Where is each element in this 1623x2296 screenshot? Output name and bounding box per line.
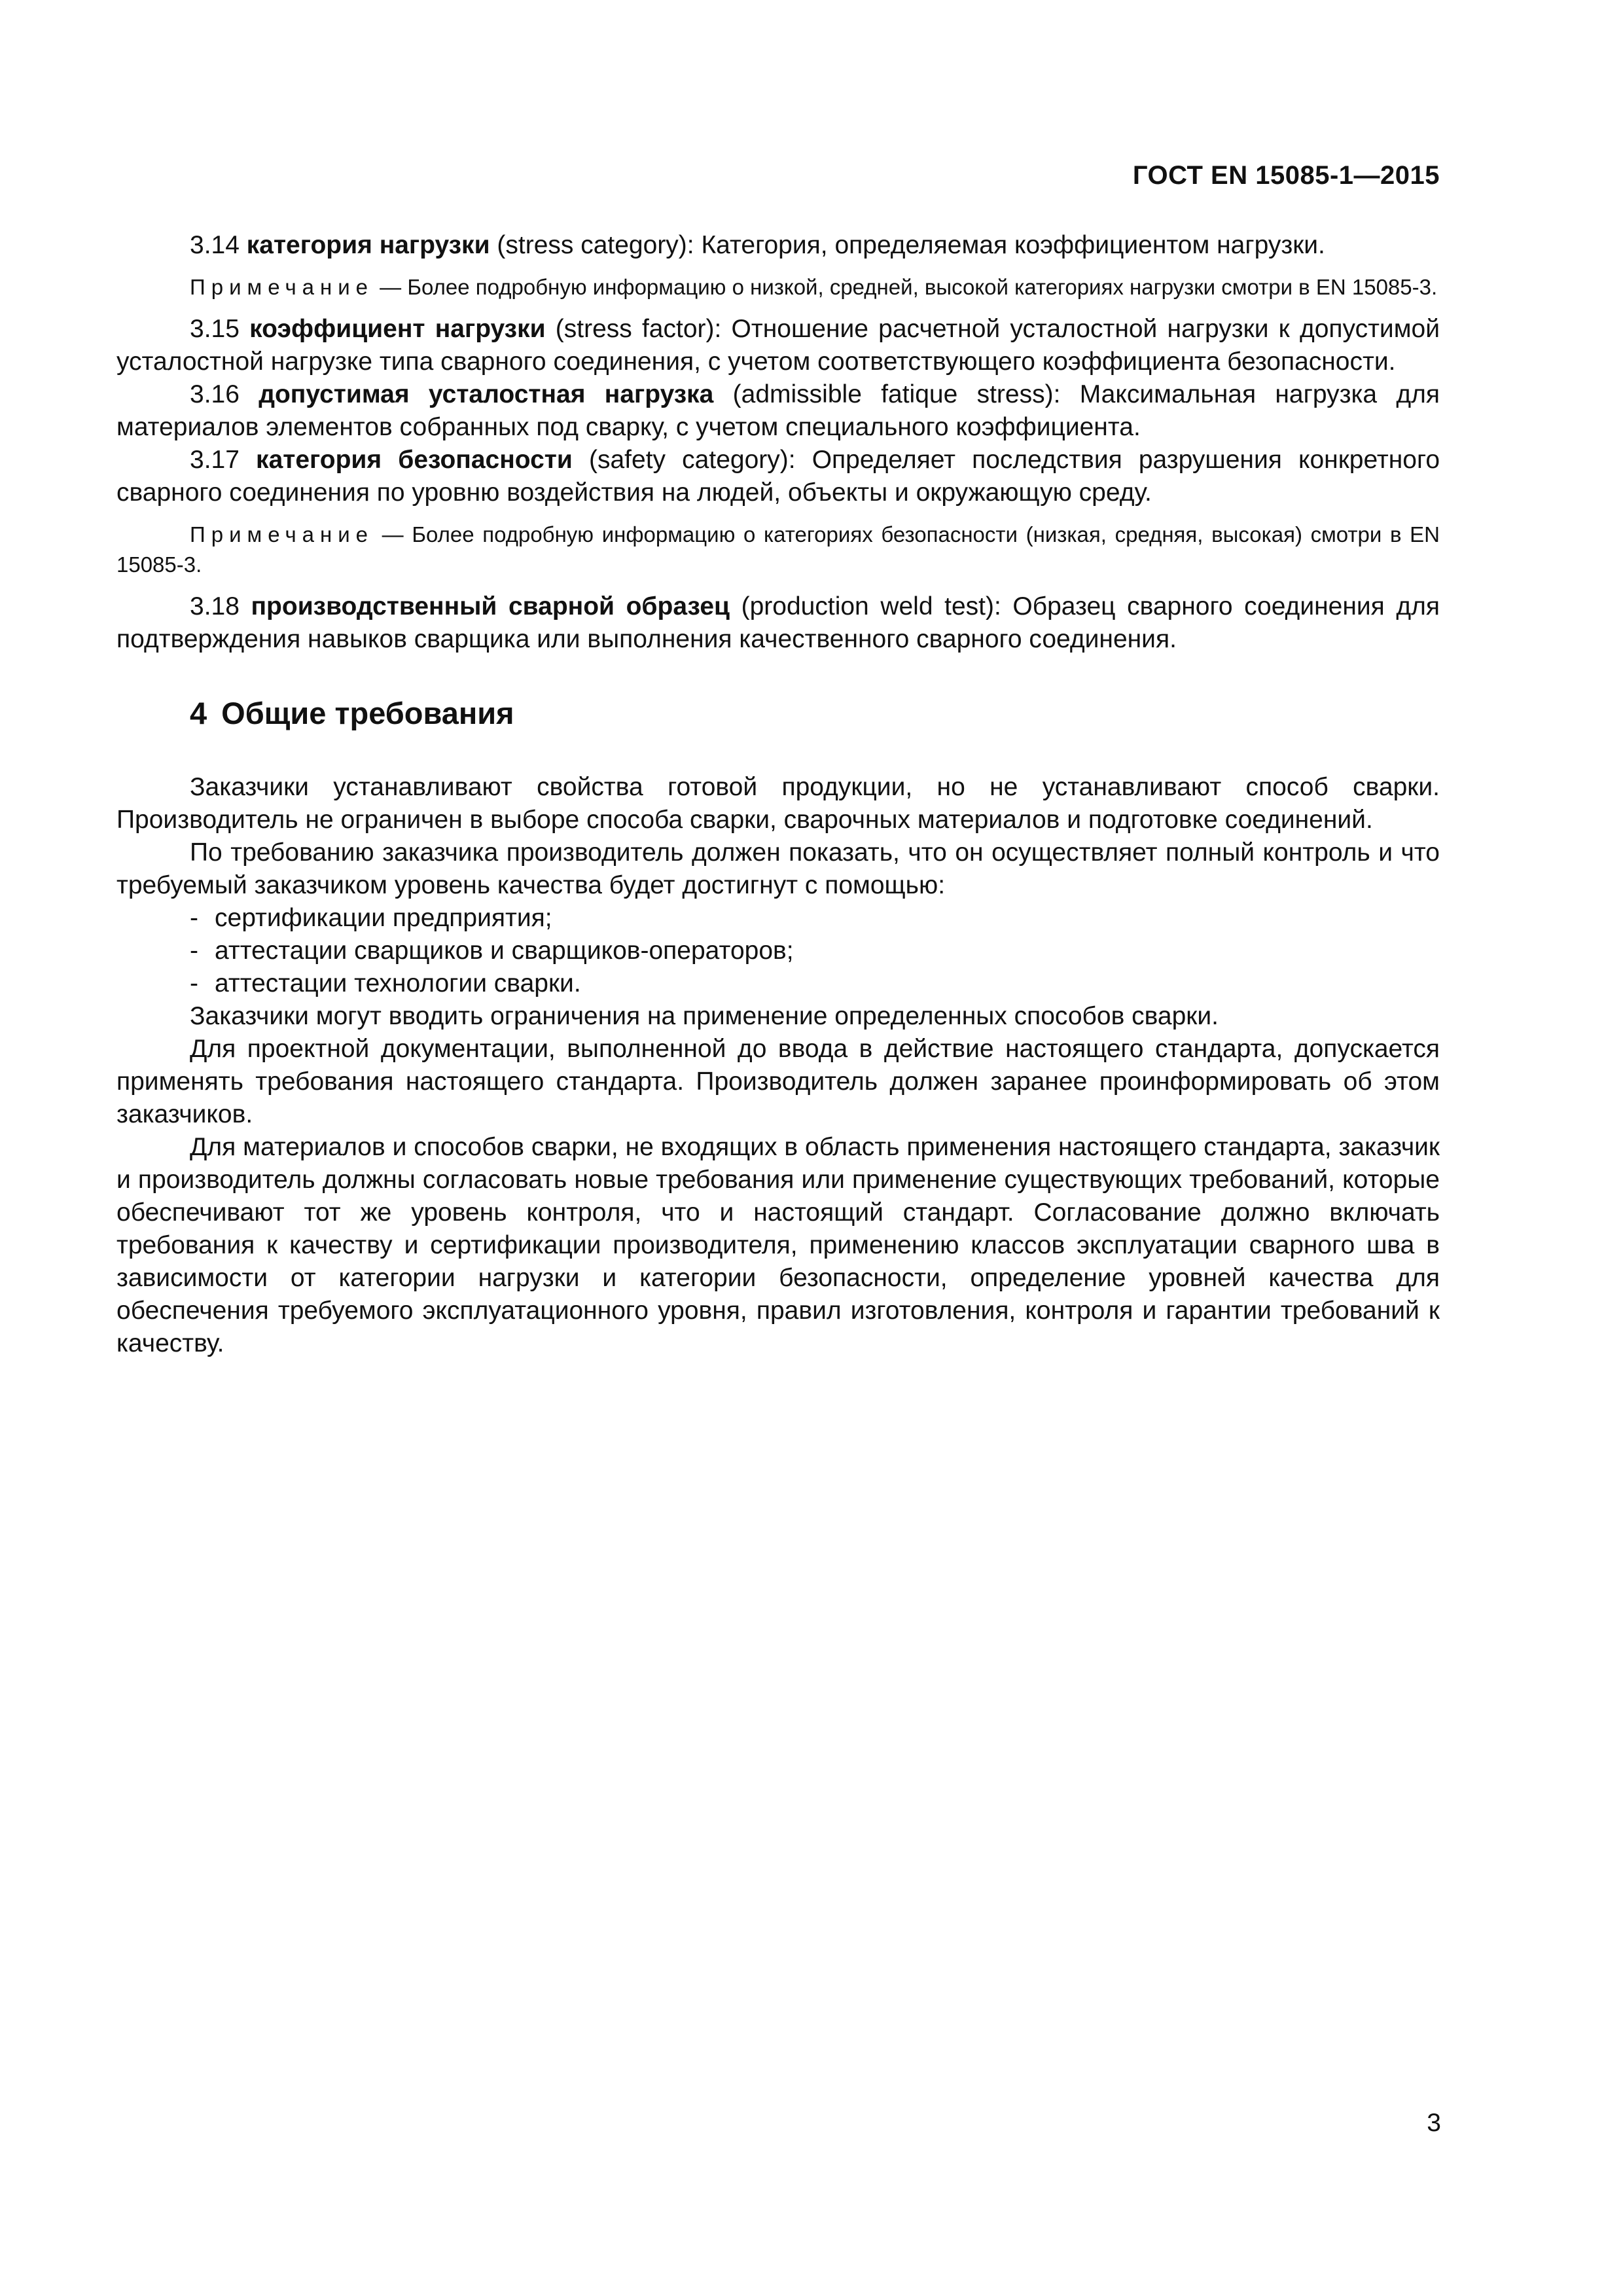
definition-number: 3.16 [190, 380, 240, 408]
list-item-text: аттестации технологии сварки. [215, 969, 581, 997]
section-paragraph-1: Заказчики устанавливают свойства готовой продукции, но не устанавливают способ сварки. Производитель не ограничен в выборе способа сварки, сварочных материалов и подготовке соединений. [116, 773, 1440, 834]
definition-number: 3.17 [190, 446, 240, 474]
definition-term: категория безопасности [256, 446, 573, 474]
section-title: Общие требования [221, 696, 514, 730]
definition-term: коэффициент нагрузки [249, 315, 546, 343]
section-heading-general-requirements [116, 694, 1440, 733]
definition-text: (production weld test): Образец сварного соединения для подтверждения навыков сварщика или выполнения качественного сварного соединения. [116, 592, 1440, 653]
section-paragraph-3: Заказчики могут вводить ограничения на применение определенных способов сварки. [190, 1002, 1219, 1030]
section-paragraph-2: По требованию заказчика производитель должен показать, что он осуществляет полный контроль и что требуемый заказчиком уровень качества будет достигнут с помощью: [116, 838, 1440, 899]
definition-number: 3.15 [190, 315, 240, 343]
definition-text: (stress category): Категория, определяемая коэффициентом нагрузки. [490, 231, 1325, 259]
definition-3-15 [116, 313, 1440, 378]
definition-3-17 [116, 444, 1440, 509]
list-item-text: аттестации сварщиков и сварщиков-операторов; [215, 937, 794, 965]
list-item-text: сертификации предприятия; [215, 904, 552, 932]
definition-term: категория нагрузки [246, 231, 490, 259]
definition-number: 3.18 [190, 592, 240, 620]
section-paragraph-5: Для материалов и способов сварки, не входящих в область применения настоящего стандарта, заказчик и производитель должны согласовать новые требования или применение существующих требований, которые обеспечивают тот же уровень контроля, что и настоящий стандарт. Согласование должно включать требования к качеству и сертификации производителя, применению классов эксплуатации сварного шва в зависимости от категории нагрузки и категории безопасности, определение уровней качества для обеспечения требуемого эксплуатационного уровня, правил изготовления, контроля и гарантии требований к качеству. [116, 1133, 1440, 1357]
definition-text: (admissible fatique stress): Максимальная нагрузка для материалов элементов собранных под сварку, с учетом специального коэффициента. [116, 380, 1440, 441]
definition-term: производственный сварной образец [251, 592, 730, 620]
note-text: — Более подробную информацию о категориях безопасности (низкая, средняя, высокая) смотри в EN 15085-3. [116, 522, 1440, 577]
list-item: - сертификации предприятия; [190, 904, 552, 932]
list-item: - аттестации сварщиков и сварщиков-операторов; [190, 937, 794, 965]
list-item: - аттестации технологии сварки. [190, 969, 581, 997]
note-stress-category [116, 272, 1440, 302]
note-safety-category [116, 520, 1440, 580]
note-label: Примечание [190, 275, 374, 299]
definition-number: 3.14 [190, 231, 240, 259]
definition-3-16 [116, 378, 1440, 444]
definition-text: (stress factor): Отношение расчетной усталостной нагрузки к допустимой усталостной нагрузке типа сварного соединения, с учетом соответствующего коэффициента безопасности. [116, 315, 1440, 376]
page-number: 3 [1427, 2109, 1441, 2137]
definition-3-14 [116, 229, 1440, 262]
note-label: Примечание [190, 522, 374, 547]
note-text: — Более подробную информацию о низкой, средней, высокой категориях нагрузки смотри в EN 15085-3. [374, 275, 1438, 299]
section-paragraph-4: Для проектной документации, выполненной до ввода в действие настоящего стандарта, допускается применять требования настоящего стандарта. Производитель должен заранее проинформировать об этом заказчиков. [116, 1035, 1440, 1128]
definition-term: допустимая усталостная нагрузка [259, 380, 714, 408]
section-number: 4 [190, 696, 207, 730]
document-header: ГОСТ EN 15085-1—2015 [1132, 161, 1440, 190]
definition-text: (safety category): Определяет последствия разрушения конкретного сварного соединения по уровню воздействия на людей, объекты и окружающую среду. [116, 446, 1440, 507]
definition-3-18 [116, 590, 1440, 656]
page-content [116, 229, 1440, 1360]
